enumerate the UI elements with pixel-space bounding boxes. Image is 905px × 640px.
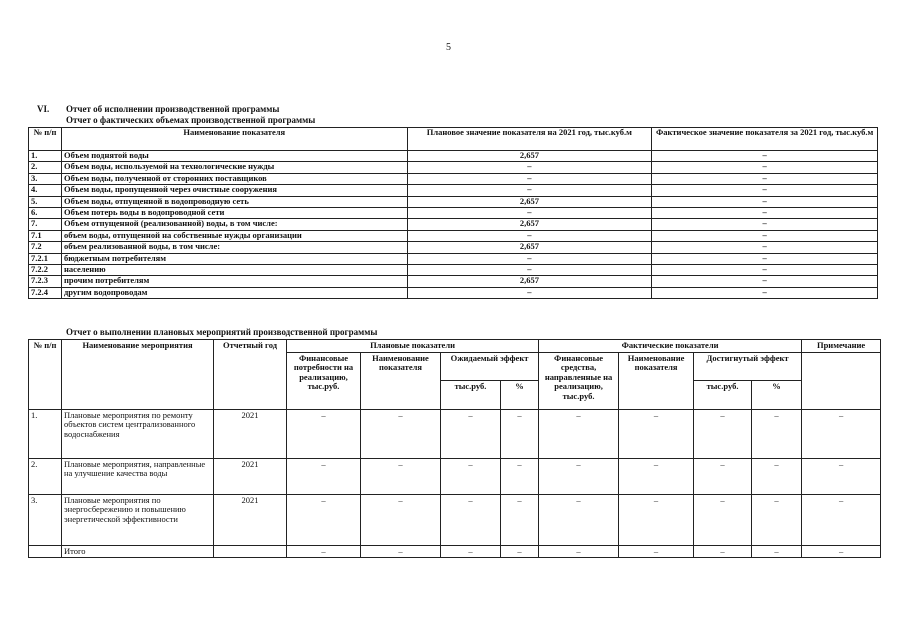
row-name: другим водопроводам xyxy=(61,287,407,298)
row-plan: 2,657 xyxy=(407,196,652,207)
row-num: 1. xyxy=(29,409,62,458)
table-row xyxy=(29,409,881,458)
header-note-empty xyxy=(802,352,881,409)
row-year: 2021 xyxy=(214,409,287,458)
row-value: – xyxy=(361,494,441,545)
table-row xyxy=(29,207,878,218)
table-row xyxy=(29,219,878,230)
table-row xyxy=(29,196,878,207)
row-measure-name: Плановые мероприятия, направленные на улучшение качества воды xyxy=(62,458,214,494)
section-title: Отчет об исполнении производственной программы xyxy=(66,104,280,114)
production-volumes-table xyxy=(28,127,878,299)
row-plan: 2,657 xyxy=(407,219,652,230)
page-number: 5 xyxy=(446,42,451,53)
table-row xyxy=(29,151,878,162)
row-name: Объем отпущенной (реализованной) воды, в том числе: xyxy=(61,219,407,230)
row-name: населению xyxy=(61,264,407,275)
row-name: Объем воды, отпущенной в водопроводную сеть xyxy=(61,196,407,207)
row-fact: – xyxy=(652,242,878,253)
header-num: № п/п xyxy=(29,128,62,151)
row-name: Объем воды, пропущенной через очистные сооружения xyxy=(61,185,407,196)
row-num: 2. xyxy=(29,162,62,173)
table-row xyxy=(29,185,878,196)
row-value: – xyxy=(287,458,361,494)
row-value: – xyxy=(501,458,539,494)
header-fact-rub: тыс.руб. xyxy=(694,381,752,410)
row-year: 2021 xyxy=(214,458,287,494)
row-value: – xyxy=(752,458,802,494)
table-row xyxy=(29,253,878,264)
header-fact-fin: Финансовые средства, направленные на реализацию, тыс.руб. xyxy=(539,352,619,409)
table-row xyxy=(29,458,881,494)
header-plan-rub: тыс.руб. xyxy=(441,381,501,410)
table-row xyxy=(29,494,881,545)
row-fact: – xyxy=(652,253,878,264)
total-value: – xyxy=(694,545,752,558)
row-num: 7.2.3 xyxy=(29,276,62,287)
row-name: бюджетным потребителям xyxy=(61,253,407,264)
total-value: – xyxy=(287,545,361,558)
planned-measures-table xyxy=(28,339,881,558)
row-value: – xyxy=(802,494,881,545)
total-value: – xyxy=(619,545,694,558)
header-fact-indicator: Наименование показателя xyxy=(619,352,694,409)
row-plan: – xyxy=(407,162,652,173)
row-value: – xyxy=(802,409,881,458)
report2-title: Отчет о выполнении плановых мероприятий производственной программы xyxy=(66,327,378,337)
header-plan-effect: Ожидаемый эффект xyxy=(441,352,539,381)
row-plan: – xyxy=(407,207,652,218)
row-value: – xyxy=(501,494,539,545)
header-measure-name: Наименование мероприятия xyxy=(62,340,214,410)
row-plan: – xyxy=(407,253,652,264)
row-num: 5. xyxy=(29,196,62,207)
row-fact: – xyxy=(652,219,878,230)
row-plan: – xyxy=(407,264,652,275)
table-header-row xyxy=(29,128,878,151)
row-name: прочим потребителям xyxy=(61,276,407,287)
table-row xyxy=(29,230,878,241)
table-row xyxy=(29,162,878,173)
row-fact: – xyxy=(652,196,878,207)
row-fact: – xyxy=(652,276,878,287)
row-measure-name: Плановые мероприятия по ремонту объектов систем централизованного водоснабжения xyxy=(62,409,214,458)
row-fact: – xyxy=(652,287,878,298)
row-fact: – xyxy=(652,207,878,218)
row-num: 3. xyxy=(29,173,62,184)
row-value: – xyxy=(539,494,619,545)
row-num: 4. xyxy=(29,185,62,196)
total-num xyxy=(29,545,62,558)
total-value: – xyxy=(802,545,881,558)
header-plan-indicator: Наименование показателя xyxy=(361,352,441,409)
header-plan: Плановое значение показателя на 2021 год, тыс.куб.м xyxy=(407,128,652,151)
row-name: объем реализованной воды, в том числе: xyxy=(61,242,407,253)
row-value: – xyxy=(501,409,539,458)
row-value: – xyxy=(441,458,501,494)
row-value: – xyxy=(694,494,752,545)
row-num: 7.1 xyxy=(29,230,62,241)
row-plan: – xyxy=(407,287,652,298)
header-fact-effect: Достигнутый эффект xyxy=(694,352,802,381)
row-num: 3. xyxy=(29,494,62,545)
row-value: – xyxy=(361,458,441,494)
header-note: Примечание xyxy=(802,340,881,353)
total-label: Итого xyxy=(62,545,214,558)
row-num: 7.2 xyxy=(29,242,62,253)
row-fact: – xyxy=(652,230,878,241)
header-year: Отчетный год xyxy=(214,340,287,410)
row-plan: 2,657 xyxy=(407,151,652,162)
total-value: – xyxy=(361,545,441,558)
row-name: Объем воды, полученной от сторонних поставщиков xyxy=(61,173,407,184)
row-plan: – xyxy=(407,173,652,184)
row-num: 7.2.2 xyxy=(29,264,62,275)
row-value: – xyxy=(539,409,619,458)
row-num: 1. xyxy=(29,151,62,162)
table-header-row xyxy=(29,340,881,353)
table-row xyxy=(29,173,878,184)
header-plan-fin: Финансовые потребности на реализацию, тыс.руб. xyxy=(287,352,361,409)
total-value: – xyxy=(752,545,802,558)
row-value: – xyxy=(619,458,694,494)
row-name: Объем потерь воды в водопроводной сети xyxy=(61,207,407,218)
row-value: – xyxy=(752,409,802,458)
total-value: – xyxy=(441,545,501,558)
row-fact: – xyxy=(652,264,878,275)
row-plan: 2,657 xyxy=(407,276,652,287)
table-row xyxy=(29,264,878,275)
row-num: 2. xyxy=(29,458,62,494)
row-name: Объем воды, используемой на технологические нужды xyxy=(61,162,407,173)
table-row xyxy=(29,276,878,287)
row-value: – xyxy=(752,494,802,545)
row-value: – xyxy=(539,458,619,494)
total-row xyxy=(29,545,881,558)
row-name: объем воды, отпущенной на собственные нужды организации xyxy=(61,230,407,241)
row-value: – xyxy=(441,494,501,545)
row-value: – xyxy=(694,409,752,458)
row-fact: – xyxy=(652,162,878,173)
total-value: – xyxy=(539,545,619,558)
row-value: – xyxy=(361,409,441,458)
table-row xyxy=(29,242,878,253)
section-heading xyxy=(37,104,279,114)
header-num: № п/п xyxy=(29,340,62,410)
row-measure-name: Плановые мероприятия по энергосбережению и повышению энергетической эффективности xyxy=(62,494,214,545)
header-fact: Фактическое значение показателя за 2021 год, тыс.куб.м xyxy=(652,128,878,151)
row-name: Объем поднятой воды xyxy=(61,151,407,162)
row-fact: – xyxy=(652,173,878,184)
total-year xyxy=(214,545,287,558)
row-plan: – xyxy=(407,230,652,241)
row-num: 7.2.1 xyxy=(29,253,62,264)
row-value: – xyxy=(802,458,881,494)
header-plan-pct: % xyxy=(501,381,539,410)
header-name: Наименование показателя xyxy=(61,128,407,151)
row-plan: – xyxy=(407,185,652,196)
section-number: VI. xyxy=(37,104,50,114)
row-plan: 2,657 xyxy=(407,242,652,253)
table-row xyxy=(29,287,878,298)
row-num: 7.2.4 xyxy=(29,287,62,298)
row-fact: – xyxy=(652,151,878,162)
total-value: – xyxy=(501,545,539,558)
row-value: – xyxy=(619,409,694,458)
row-year: 2021 xyxy=(214,494,287,545)
header-fact-pct: % xyxy=(752,381,802,410)
report1-title: Отчет о фактических объемах производственной программы xyxy=(66,115,316,125)
row-value: – xyxy=(441,409,501,458)
header-fact-group: Фактические показатели xyxy=(539,340,802,353)
row-fact: – xyxy=(652,185,878,196)
row-value: – xyxy=(619,494,694,545)
row-value: – xyxy=(287,409,361,458)
row-value: – xyxy=(694,458,752,494)
row-num: 7. xyxy=(29,219,62,230)
header-plan-group: Плановые показатели xyxy=(287,340,539,353)
row-num: 6. xyxy=(29,207,62,218)
row-value: – xyxy=(287,494,361,545)
